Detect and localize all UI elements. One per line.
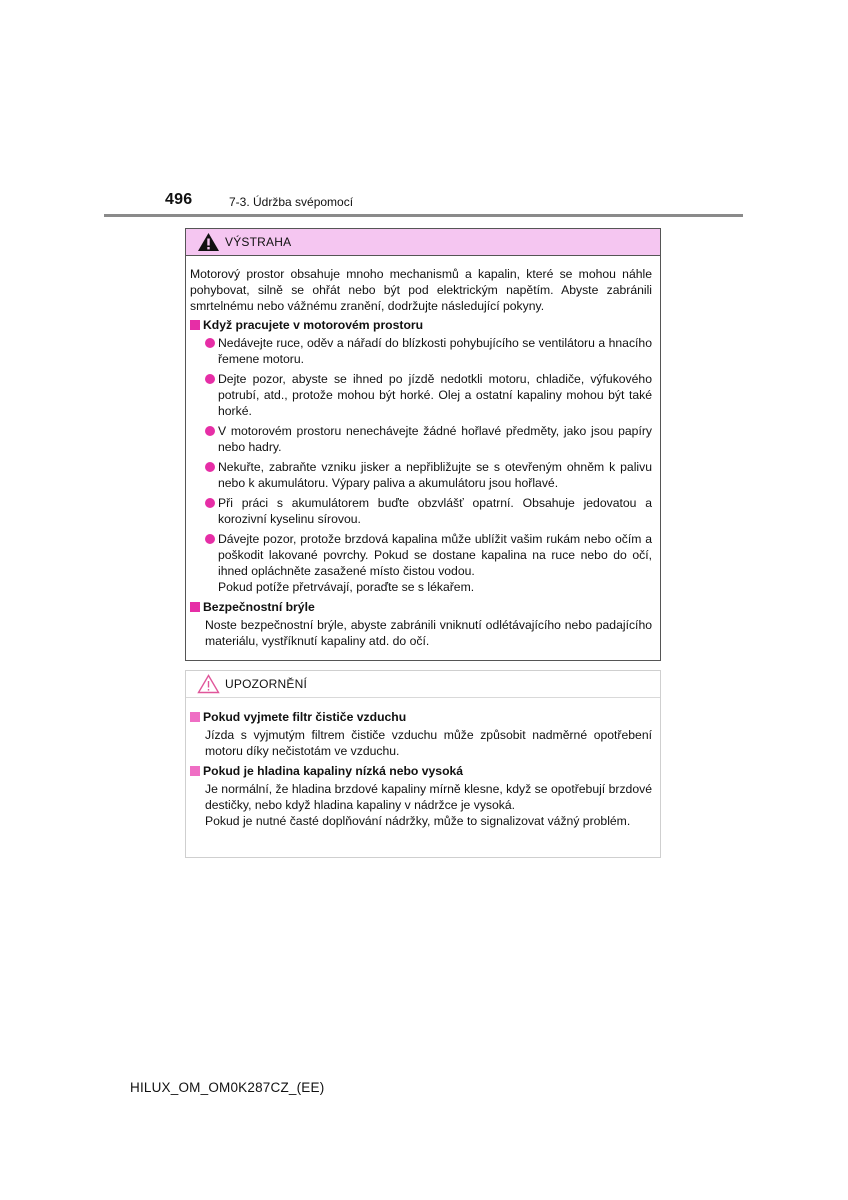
list-item: Dávejte pozor, protože brzdová kapalina může ublížit vašim rukám nebo očím a poškodit lakované povrchy. Pokud se dostane kapalina na ruce nebo do očí, ihned opláchněte zasažené místo čistou vodou. Pokud potíže přetrvávají, poraďte se s lékařem.: [205, 531, 652, 595]
caution-section-heading: Pokud je hladina kapaliny nízká nebo vysoká: [190, 763, 652, 779]
bullet-extra-text: Pokud potíže přetrvávají, poraďte se s lékařem.: [218, 580, 475, 594]
warning-title: VÝSTRAHA: [225, 235, 292, 249]
dot-bullet-icon: [205, 498, 215, 508]
caution-section-text: Pokud je nutné časté doplňování nádržky, může to signalizovat vážný problém.: [205, 814, 631, 828]
dot-bullet-icon: [205, 426, 215, 436]
section-title: 7-3. Údržba svépomocí: [229, 195, 354, 209]
square-bullet-icon: [190, 602, 200, 612]
square-bullet-icon: [190, 320, 200, 330]
square-bullet-icon: [190, 712, 200, 722]
caution-triangle-icon: [197, 674, 220, 694]
caution-title: UPOZORNĚNÍ: [225, 677, 308, 691]
warning-header: [186, 229, 660, 256]
caution-section-heading: Pokud vyjmete filtr čističe vzduchu: [190, 709, 652, 725]
warning-intro: Motorový prostor obsahuje mnoho mechanismů a kapalin, které se mohou náhle pohybovat, silně se ohřát nebo být pod elektrickým napětím. Abyste zabránili smrtelnému nebo vážnému zranění, dodržujte následující pokyny.: [190, 267, 652, 313]
list-item: Nedávejte ruce, oděv a nářadí do blízkosti pohybujícího se ventilátoru a hnacího řemene motoru.: [205, 335, 652, 367]
warning-body: [186, 256, 660, 649]
warning-section-text: Noste bezpečnostní brýle, abyste zabránili vniknutí odlétávajícího nebo padajícího materiálu, vystříknutí kapaliny atd. do očí.: [205, 618, 652, 648]
square-bullet-icon: [190, 766, 200, 776]
caution-header: [186, 671, 660, 698]
warning-triangle-icon: [197, 232, 220, 252]
warning-box: [185, 228, 661, 661]
warning-section-heading: Bezpečnostní brýle: [190, 599, 652, 615]
caution-box: [185, 670, 661, 858]
dot-bullet-icon: [205, 338, 215, 348]
dot-bullet-icon: [205, 462, 215, 472]
document-code: HILUX_OM_OM0K287CZ_(EE): [130, 1080, 325, 1095]
dot-bullet-icon: [205, 374, 215, 384]
list-item: Při práci s akumulátorem buďte obzvlášť opatrní. Obsahuje jedovatou a korozivní kyselinu sírovou.: [205, 495, 652, 527]
caution-section-text: Jízda s vyjmutým filtrem čističe vzduchu může způsobit nadměrné opotřebení motoru díky nečistotám ve vzduchu.: [205, 728, 652, 758]
page-number: 496: [165, 191, 193, 208]
warning-section-heading: Když pracujete v motorovém prostoru: [190, 317, 652, 333]
caution-section-text: Je normální, že hladina brzdové kapaliny mírně klesne, když se opotřebují brzdové destičky, nebo když hladina kapaliny v nádržce je vysoká.: [205, 782, 652, 812]
list-item: Dejte pozor, abyste se ihned po jízdě nedotkli motoru, chladiče, výfukového potrubí, atd., protože mohou být horké. Olej a ostatní kapaliny mohou být také horké.: [205, 371, 652, 419]
caution-body: [186, 698, 660, 829]
header-rule: [104, 214, 743, 217]
dot-bullet-icon: [205, 534, 215, 544]
list-item: Nekuřte, zabraňte vzniku jisker a nepřibližujte se s otevřeným ohněm k palivu nebo k akumulátoru. Výpary paliva a akumulátoru jsou hořlavé.: [205, 459, 652, 491]
list-item: V motorovém prostoru nenechávejte žádné hořlavé předměty, jako jsou papíry nebo hadry.: [205, 423, 652, 455]
